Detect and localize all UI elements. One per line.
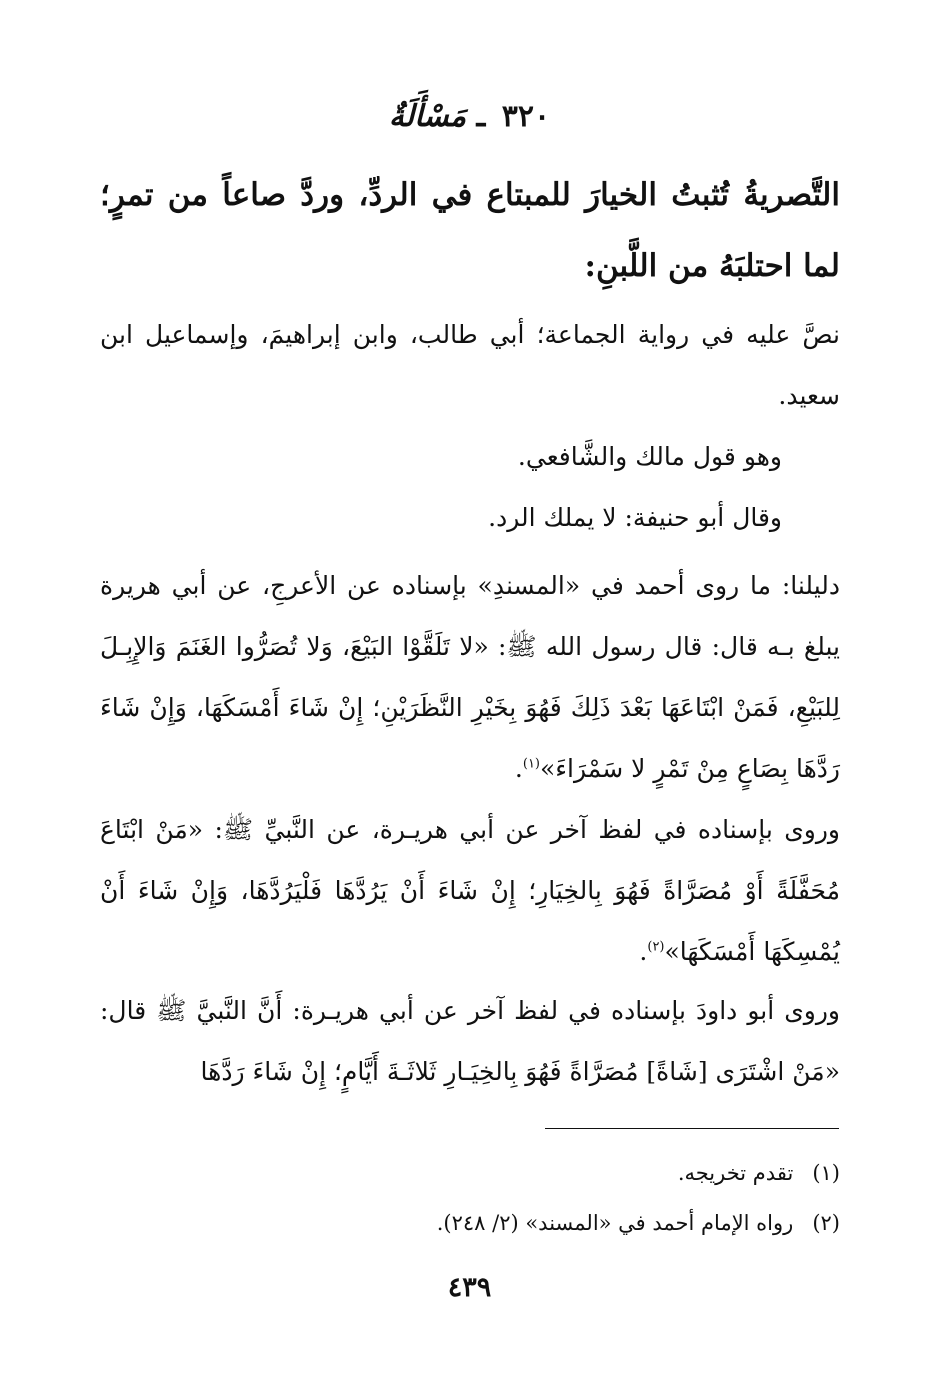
issue-heading: التَّصريةُ تُثبتُ الخيارَ للمبتاع في الردِّ، وردَّ صاعاً من تمرٍ؛ لما احتلبَهُ من اللَّبنِ: — [100, 177, 840, 284]
note-ref-1: (١) — [522, 756, 540, 772]
footnote-2-text: رواه الإمام أحمد في «المسند» (٢/ ٢٤٨). — [436, 1211, 794, 1235]
paragraph-second-narration — [100, 799, 840, 982]
paragraph-evidence — [100, 555, 840, 799]
second-narration-end: . — [639, 937, 648, 966]
issue-header — [0, 92, 939, 142]
footnote-separator — [545, 1128, 839, 1129]
footnote-1 — [100, 1148, 840, 1198]
footnote-1-mark: (١) — [812, 1161, 840, 1185]
issue-word: مَسْأَلَةٌ — [388, 99, 467, 134]
issue-dash: ـ — [476, 99, 486, 134]
page-number: ٤٣٩ — [447, 1272, 492, 1303]
issue-number: ٣٢٠ — [501, 99, 551, 134]
footnote-2-mark: (٢) — [812, 1211, 840, 1235]
second-narration-text: وروى بإسناده في لفظ آخر عن أبي هريـرة، عن النَّبيِّ ﷺ: «مَنْ ابْتَاعَ مُحَفَّلَةً أَوْ مُصَرَّاةً فَهُوَ بِالخِيَارِ؛ إِنْ شَاءَ أَنْ يَرُدَّهَا فَلْيَرُدَّهَا، وَإِنْ شَاءَ أَنْ يُمْسِكَهَا أَمْسَكَهَا» — [100, 815, 840, 966]
footnote-2 — [100, 1198, 840, 1248]
paragraph-malik: وهو قول مالك والشَّافعي. — [517, 442, 782, 471]
paragraph-narrators: نصَّ عليه في رواية الجماعة؛ أبي طالب، وابن إبراهيمَ، وإسماعيل ابن سعيد. — [100, 320, 840, 410]
evidence-end: . — [514, 754, 523, 783]
note-ref-2: (٢) — [647, 939, 665, 955]
paragraph-abu-hanifa: وقال أبو حنيفة: لا يملك الرد. — [488, 503, 782, 532]
evidence-text: دليلنا: ما روى أحمد في «المسندِ» بإسناده عن الأعرجِ، عن أبي هريرة يبلغ بـه قال: قال رسول الله ﷺ: «لا تَلَقَّوْا البَيْعَ، وَلا تُصَرُّوا الغَنَمَ وَالإِبِـلَ لِلبَيْعِ، فَمَنْ ابْتَاعَهَا بَعْدَ ذَلِكَ فَهُوَ بِخَيْرِ النَّظَرَيْنِ؛ إِنْ شَاءَ أَمْسَكَهَا، وَإِنْ شَاءَ رَدَّهَا بِصَاعٍ مِنْ تَمْرٍ لا سَمْرَاءَ» — [100, 571, 840, 783]
footnote-1-text: تقدم تخريجه. — [677, 1161, 794, 1185]
paragraph-abu-dawud: وروى أبو داودَ بإسناده في لفظ آخر عن أبي هريـرة: أَنَّ النَّبيَّ ﷺ قال: «مَنْ اشْتَرَى [شَاةً] مُصَرَّاةً فَهُوَ بِالخِيَـارِ ثَلاثَـةَ أَيَّامٍ؛ إِنْ شَاءَ رَدَّهَا — [100, 996, 840, 1086]
footnotes — [100, 1148, 840, 1248]
